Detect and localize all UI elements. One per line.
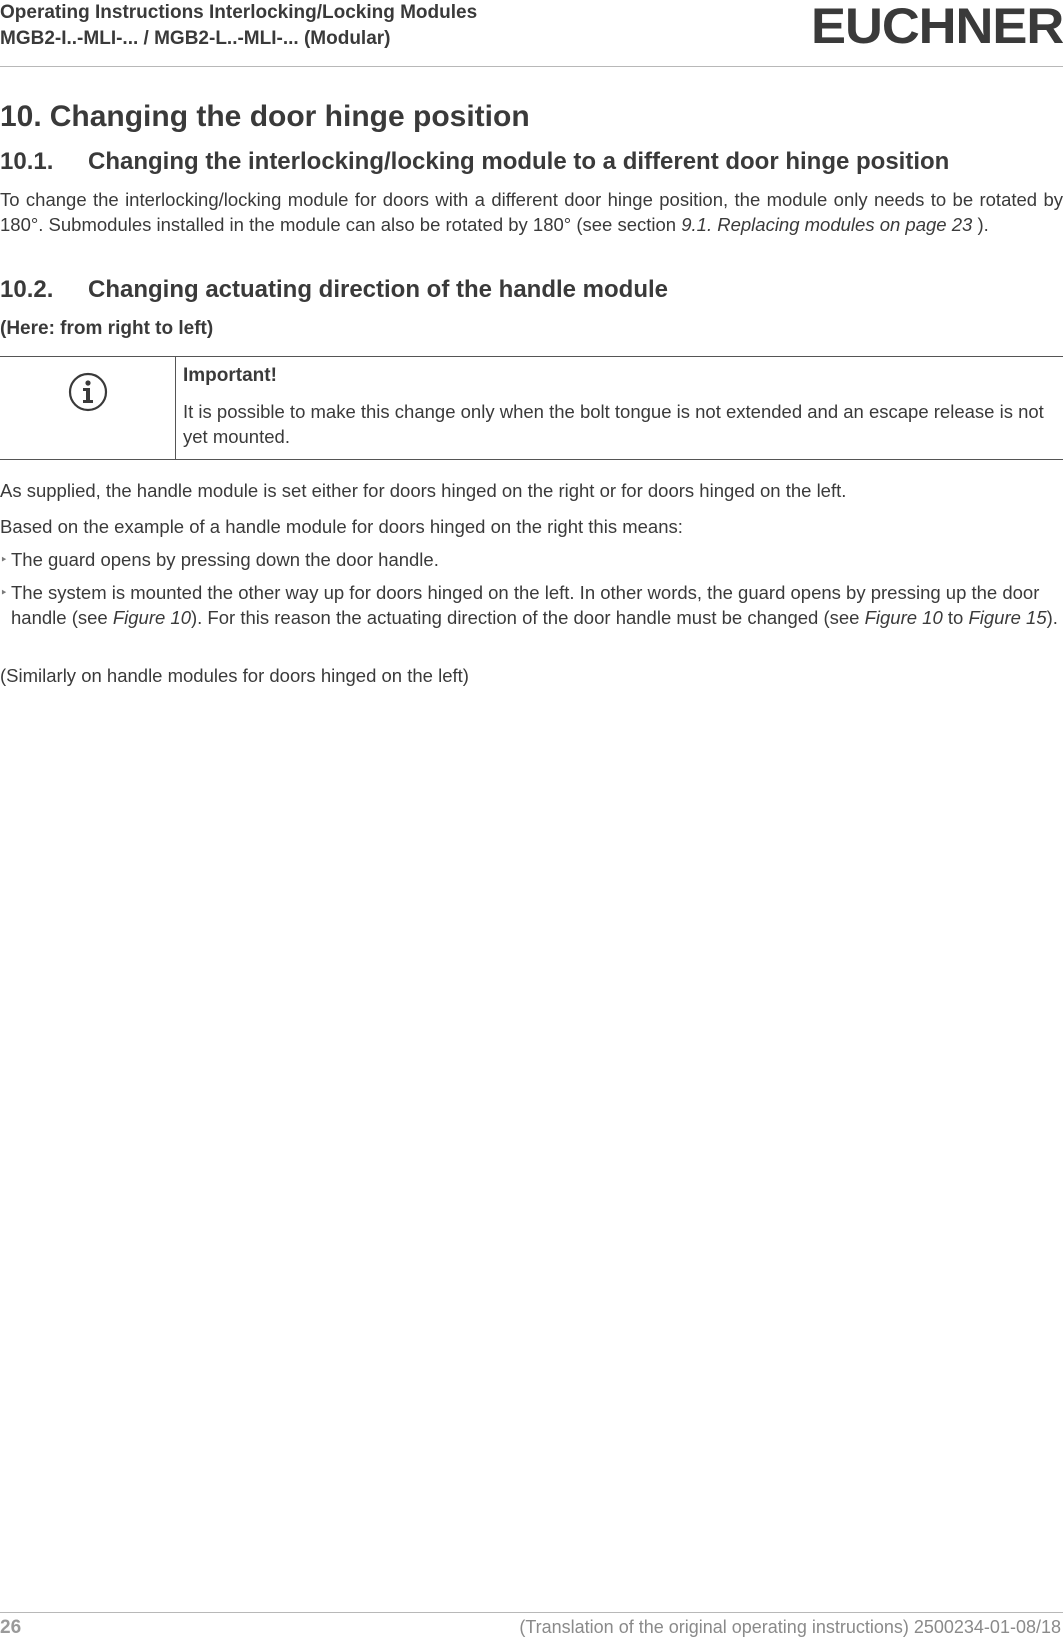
footer-text: (Translation of the original operating instructions) 2500234-01-08/18 xyxy=(519,1617,1061,1637)
subsection-heading-10-1 xyxy=(0,148,949,176)
bullet-marker: ‣ xyxy=(0,552,8,567)
document-title-line1: Operating Instructions Interlocking/Locking Modules xyxy=(0,2,478,23)
page-number: 26 xyxy=(0,1617,22,1638)
paragraph-text: ). xyxy=(972,214,989,235)
section-reference-link[interactable]: 9.1. Replacing modules on page 23 xyxy=(681,214,973,235)
figure-reference-link[interactable]: Figure 15 xyxy=(968,607,1047,628)
bullet-marker: ‣ xyxy=(0,585,8,600)
section-title: Changing the door hinge position xyxy=(49,100,530,133)
list-item-text: The system is mounted the other way up for doors hinged on the left. In other words, the guard opens by pressing up the door handle (see xyxy=(11,582,1040,628)
euchner-logo: EUCHNER xyxy=(810,0,1063,54)
list-item-text: ). xyxy=(1046,607,1058,628)
subsection-subtitle: (Here: from right to left) xyxy=(0,318,214,339)
figure-reference-link[interactable]: Figure 10 xyxy=(864,607,943,628)
subsection-title: Changing the interlocking/locking module to a different door hinge position xyxy=(88,148,950,175)
subsection-number: 10.1. xyxy=(0,148,54,175)
paragraph-text: To change the interlocking/locking module for doors with a different door hinge position, the module only needs to be rotated by 180°. Submodules installed in the module can also be rotated by 180° (see section xyxy=(0,189,1063,235)
header-divider xyxy=(0,66,1063,67)
paragraph-as-supplied: As supplied, the handle module is set either for doors hinged on the right or for doors hinged on the left. xyxy=(0,480,847,501)
notice-heading: Important! xyxy=(183,365,277,386)
bullet-list xyxy=(0,547,1063,638)
list-item-text: to xyxy=(942,607,969,628)
list-item xyxy=(0,547,1063,572)
important-notice xyxy=(0,356,1063,460)
notice-divider xyxy=(175,357,176,459)
section-heading xyxy=(0,100,530,134)
document-title-line2: MGB2-I..-MLI-... / MGB2-L..-MLI-... (Modular) xyxy=(0,28,391,49)
section-number: 10. xyxy=(0,100,42,133)
paragraph-similarly: (Similarly on handle modules for doors hinged on the left) xyxy=(0,665,469,686)
paragraph-rotate-module xyxy=(0,187,1063,237)
info-icon xyxy=(68,372,108,412)
list-item-text: ). For this reason the actuating direction of the door handle must be changed (see xyxy=(190,607,865,628)
subsection-heading-10-2 xyxy=(0,276,668,304)
notice-text: It is possible to make this change only when the bolt tongue is not extended and an escape release is not yet mounted. xyxy=(183,401,1044,447)
list-item-text: The guard opens by pressing down the door handle. xyxy=(11,549,439,570)
document-title xyxy=(0,0,477,52)
paragraph-example: Based on the example of a handle module for doors hinged on the right this means: xyxy=(0,516,683,537)
figure-reference-link[interactable]: Figure 10 xyxy=(112,607,191,628)
subsection-title: Changing actuating direction of the handle module xyxy=(88,276,669,303)
footer-divider xyxy=(0,1612,1063,1613)
subsection-number: 10.2. xyxy=(0,276,54,303)
list-item xyxy=(0,580,1063,630)
